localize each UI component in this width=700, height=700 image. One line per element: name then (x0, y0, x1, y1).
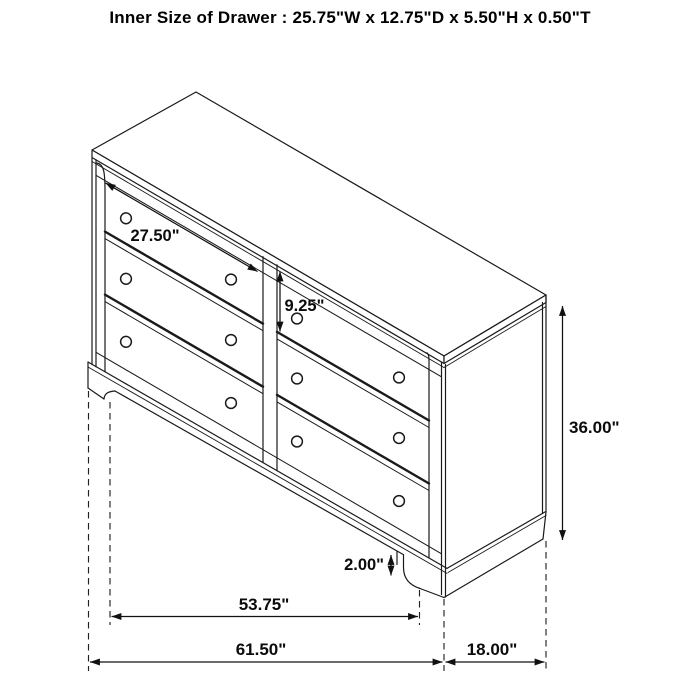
drawer-knob (121, 336, 132, 347)
dim-label-overall-width: 61.50" (235, 640, 287, 659)
side-rail-bead (448, 516, 546, 573)
drawer-bottom-rail-line (96, 352, 442, 554)
base-rail-bead (88, 367, 447, 573)
drawer-knob (394, 496, 405, 507)
base-right-foot-bottom (420, 589, 444, 598)
drawer-knob (292, 373, 303, 384)
side-rail-bottom-edge (444, 539, 543, 598)
base-right-cutout-arc (404, 568, 421, 589)
dresser-top-face (92, 92, 546, 356)
dresser-drawing (88, 92, 546, 598)
base-right-step (397, 551, 404, 568)
right-corner-bracket-arc (427, 353, 429, 368)
drawer-knob (121, 213, 132, 224)
left-column-gap1-shadow (105, 239, 263, 331)
drawer-knob (394, 372, 405, 383)
drawer-knob (226, 398, 237, 409)
base-front-right-corner (442, 565, 446, 597)
page-title: Inner Size of Drawer : 25.75"W x 12.75"D x 5.50"H x 0.50"T (109, 8, 591, 27)
dim-label-overall-depth: 18.00" (466, 640, 518, 659)
dim-label-overall-height: 36.00" (569, 418, 620, 437)
base-cutout-edge (115, 391, 397, 551)
base-left-foot-bottom (88, 388, 104, 399)
drawer-knob (292, 436, 303, 447)
dim-label-base-foot-height: 2.00" (344, 556, 384, 574)
dim-label-drawer-width: 27.50" (130, 227, 180, 245)
dim-label-drawer-opening-height: 9.25" (284, 297, 325, 315)
drawer-knob (394, 433, 405, 444)
left-corner-bracket-arc (97, 163, 105, 192)
dim-label-base-span-width: 53.75" (238, 595, 290, 614)
side-rail-top-edge (447, 511, 546, 568)
drawer-knob (226, 274, 237, 285)
drawer-knob (226, 335, 237, 346)
base-rail-top-edge (88, 362, 447, 568)
base-left-cutout-arc (104, 391, 115, 399)
left-column-gap2-shadow (105, 302, 263, 394)
drawer-knob (121, 273, 132, 284)
